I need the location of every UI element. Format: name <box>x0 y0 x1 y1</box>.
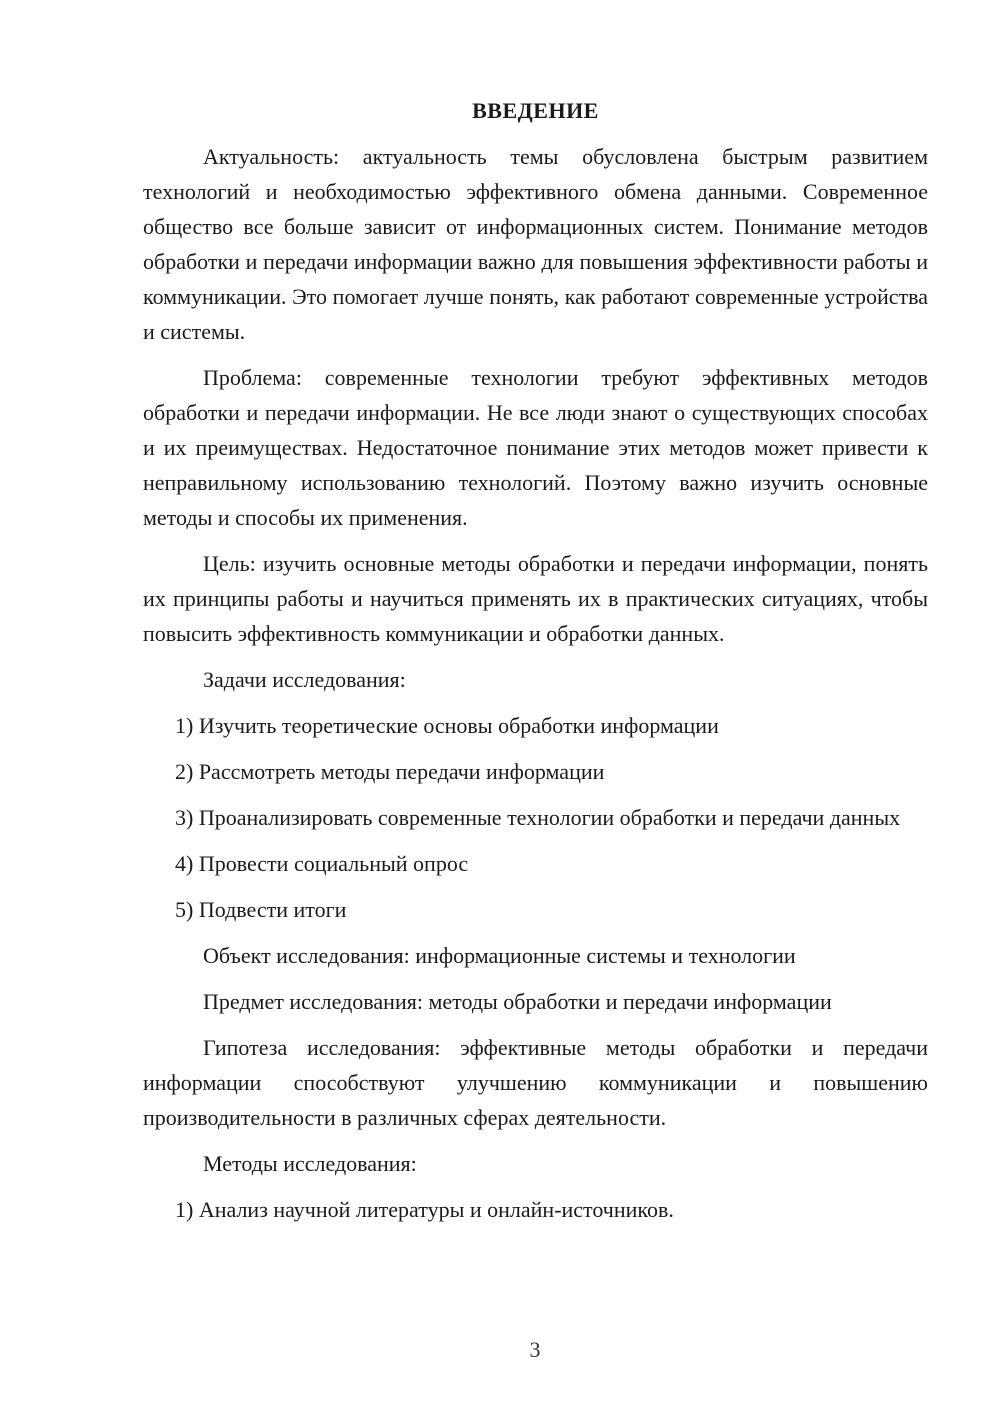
task-item: 2) Рассмотреть методы передачи информации <box>175 759 605 784</box>
problem-paragraph: Проблема: современные технологии требуют эффективных методов обработки и передачи информации. Не все люди знают о существующих способах и их преимуществах. Недостаточное понимание этих методов может привести к неправильному использованию технологий. Поэтому важно изучить основные методы и способы их применения. <box>143 365 928 530</box>
task-item: 1) Изучить теоретические основы обработки информации <box>175 713 719 738</box>
tasks-heading: Задачи исследования: <box>203 667 406 692</box>
goal-paragraph: Цель: изучить основные методы обработки и передачи информации, понять их принципы работы и научиться применять их в практических ситуациях, чтобы повысить эффективность коммуникации и обработки данных. <box>143 551 928 646</box>
page-number: 3 <box>529 1337 541 1362</box>
research-object: Объект исследования: информационные системы и технологии <box>203 943 796 968</box>
method-item: 1) Анализ научной литературы и онлайн-источников. <box>175 1197 674 1222</box>
relevance-paragraph: Актуальность: актуальность темы обусловлена быстрым развитием технологий и необходимостью эффективного обмена данными. Современное общество все больше зависит от информационных систем. Понимание методов обработки и передачи информации важно для повышения эффективности работы и коммуникации. Это помогает лучше понять, как работают современные устройства и системы. <box>143 144 928 344</box>
research-subject: Предмет исследования: методы обработки и передачи информации <box>203 989 832 1014</box>
hypothesis-paragraph: Гипотеза исследования: эффективные методы обработки и передачи информации способствуют улучшению коммуникации и повышению производительности в различных сферах деятельности. <box>143 1035 928 1130</box>
task-item: 3) Проанализировать современные технологии обработки и передачи данных <box>175 805 901 830</box>
task-item: 5) Подвести итоги <box>175 897 347 922</box>
page-content <box>143 93 928 1238</box>
task-item: 4) Провести социальный опрос <box>175 851 469 876</box>
methods-heading: Методы исследования: <box>203 1151 417 1176</box>
page-title: ВВЕДЕНИЕ <box>472 98 599 123</box>
